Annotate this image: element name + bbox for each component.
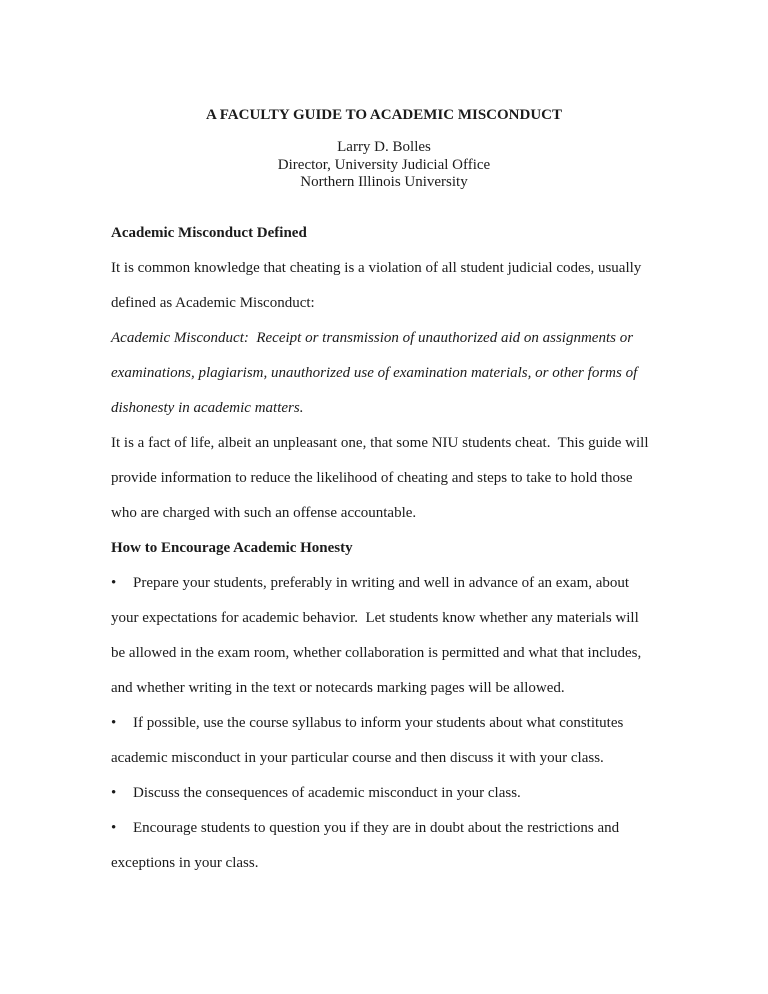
bullet-icon: • <box>111 714 117 731</box>
document-line: and whether writing in the text or notecards marking pages will be allowed. <box>111 679 565 696</box>
section-heading: How to Encourage Academic Honesty <box>111 539 353 556</box>
document-line: • Discuss the consequences of academic misconduct in your class. <box>111 776 657 811</box>
document-line: examinations, plagiarism, unauthorized use of examination materials, or other forms of <box>111 364 638 381</box>
document-body <box>111 216 657 881</box>
document-line: defined as Academic Misconduct: <box>111 294 315 311</box>
section-heading: Academic Misconduct Defined <box>111 224 307 241</box>
bullet-icon: • <box>111 574 117 591</box>
document-line: exceptions in your class. <box>111 854 259 871</box>
document-line: who are charged with such an offense accountable. <box>111 504 417 521</box>
bullet-icon: • <box>111 784 117 801</box>
document-content <box>111 0 657 881</box>
document-line: your expectations for academic behavior. Let students know whether any materials will <box>111 609 639 626</box>
document-line: • Encourage students to question you if they are in doubt about the restrictions and <box>111 811 657 846</box>
byline-institution: Northern Illinois University <box>300 174 468 190</box>
document-line: • If possible, use the course syllabus to inform your students about what constitutes <box>111 706 657 741</box>
byline-role: Director, University Judicial Office <box>277 156 491 173</box>
document-line: provide information to reduce the likelihood of cheating and steps to take to hold those <box>111 469 633 486</box>
document-line: • Prepare your students, preferably in writing and well in advance of an exam, about <box>111 566 657 601</box>
document-line: Academic Misconduct: Receipt or transmission of unauthorized aid on assignments or <box>111 329 634 346</box>
document-line: It is a fact of life, albeit an unpleasant one, that some NIU students cheat. This guide will <box>111 434 649 451</box>
document-byline <box>111 139 657 192</box>
bullet-icon: • <box>111 819 117 836</box>
document-line: be allowed in the exam room, whether collaboration is permitted and what that includes, <box>111 644 642 661</box>
document-line: dishonesty in academic matters. <box>111 399 304 416</box>
document-line: It is common knowledge that cheating is a violation of all student judicial codes, usually <box>111 259 642 276</box>
document-title: A FACULTY GUIDE TO ACADEMIC MISCONDUCT <box>205 107 563 123</box>
byline-author: Larry D. Bolles <box>337 139 431 155</box>
document-line: academic misconduct in your particular course and then discuss it with your class. <box>111 749 604 766</box>
